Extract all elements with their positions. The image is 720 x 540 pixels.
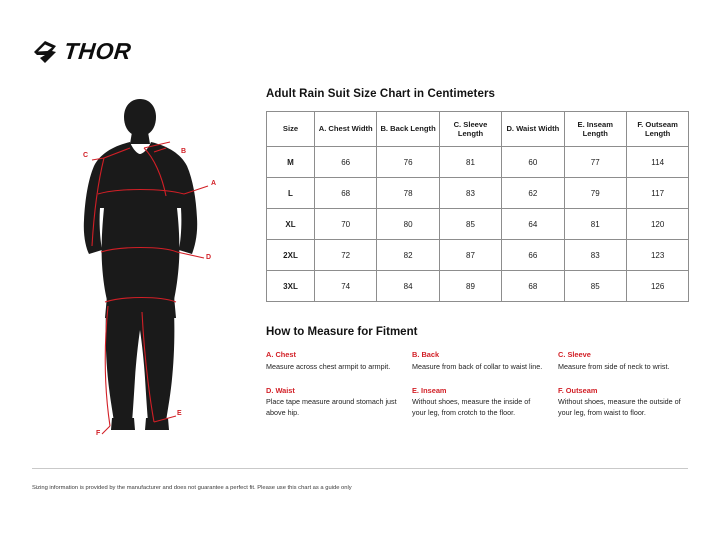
cell-size: L	[267, 178, 315, 209]
how-to-measure-grid	[266, 350, 690, 418]
cell-size: 2XL	[267, 240, 315, 271]
thor-helmet-icon	[32, 39, 58, 65]
cell-chest-width: 74	[315, 271, 377, 302]
figure-callout-E: E	[177, 410, 182, 417]
table-row	[267, 209, 689, 240]
footer-divider	[32, 468, 688, 469]
measure-description: Measure across chest armpit to armpit.	[266, 361, 391, 371]
column-header-back-length: B. Back Length	[377, 112, 439, 147]
how-to-measure-title: How to Measure for Fitment	[266, 326, 418, 338]
cell-outseam-length: 114	[626, 147, 688, 178]
column-header-sleeve-length: C. Sleeve Length	[439, 112, 501, 147]
figure-callout-A: A	[211, 180, 217, 187]
cell-chest-width: 72	[315, 240, 377, 271]
cell-inseam-length: 77	[564, 147, 626, 178]
brand-logo	[32, 38, 131, 65]
content-column	[266, 88, 690, 418]
table-row	[267, 271, 689, 302]
cell-chest-width: 66	[315, 147, 377, 178]
cell-waist-width: 66	[502, 240, 564, 271]
figure-callout-D: D	[206, 254, 212, 261]
table-row	[267, 178, 689, 209]
cell-size: XL	[267, 209, 315, 240]
cell-back-length: 78	[377, 178, 439, 209]
cell-sleeve-length: 81	[439, 147, 501, 178]
table-row	[267, 147, 689, 178]
cell-waist-width: 68	[502, 271, 564, 302]
cell-back-length: 80	[377, 209, 439, 240]
table-row	[267, 240, 689, 271]
cell-sleeve-length: 85	[439, 209, 501, 240]
cell-sleeve-length: 83	[439, 178, 501, 209]
cell-sleeve-length: 89	[439, 271, 501, 302]
measure-label: A. Chest	[266, 350, 296, 359]
measure-label: F. Outseam	[558, 385, 598, 395]
cell-size: 3XL	[267, 271, 315, 302]
figure-callout-F: F	[96, 430, 101, 437]
column-header-inseam-length: E. Inseam Length	[564, 112, 626, 147]
measure-description: Place tape measure around stomach just above hip.	[266, 397, 397, 417]
table-header-row	[267, 112, 689, 147]
measure-description: Without shoes, measure the outside of your leg, from waist to floor.	[558, 397, 681, 417]
cell-size: M	[267, 147, 315, 178]
cell-inseam-length: 85	[564, 271, 626, 302]
figure-callout-C: C	[83, 152, 89, 159]
column-header-size: Size	[267, 112, 315, 147]
measure-description: Without shoes, measure the inside of your leg, from crotch to the floor.	[412, 397, 531, 417]
measure-item-back	[412, 350, 544, 372]
measure-label: C. Sleeve	[558, 350, 591, 359]
measure-label: D. Waist	[266, 385, 295, 395]
figure-callout-B: B	[181, 148, 187, 155]
cell-inseam-length: 81	[564, 209, 626, 240]
cell-back-length: 84	[377, 271, 439, 302]
column-header-outseam-length: F. Outseam Length	[626, 112, 688, 147]
cell-waist-width: 62	[502, 178, 564, 209]
cell-outseam-length: 126	[626, 271, 688, 302]
cell-sleeve-length: 87	[439, 240, 501, 271]
column-header-waist-width: D. Waist Width	[502, 112, 564, 147]
cell-inseam-length: 79	[564, 178, 626, 209]
footer-disclaimer: Sizing information is provided by the manufacturer and does not guarantee a perfect fit. Please use this chart as a guide only	[32, 485, 352, 491]
measure-item-inseam	[412, 386, 544, 418]
measure-item-waist	[266, 386, 398, 418]
measure-description: Measure from back of collar to waist line.	[412, 361, 543, 371]
measure-item-sleeve	[558, 350, 690, 372]
column-header-chest-width: A. Chest Width	[315, 112, 377, 147]
cell-chest-width: 70	[315, 209, 377, 240]
size-chart-table	[266, 111, 689, 302]
size-chart-title: Adult Rain Suit Size Chart in Centimeters	[266, 88, 496, 100]
cell-chest-width: 68	[315, 178, 377, 209]
cell-outseam-length: 123	[626, 240, 688, 271]
measure-label: E. Inseam	[412, 385, 447, 395]
measure-item-chest	[266, 350, 398, 372]
cell-back-length: 76	[377, 147, 439, 178]
cell-outseam-length: 120	[626, 209, 688, 240]
cell-outseam-length: 117	[626, 178, 688, 209]
measurement-figure	[58, 96, 248, 436]
measure-label: B. Back	[412, 350, 440, 359]
cell-waist-width: 60	[502, 147, 564, 178]
cell-back-length: 82	[377, 240, 439, 271]
measure-description: Measure from side of neck to wrist.	[558, 361, 670, 371]
cell-inseam-length: 83	[564, 240, 626, 271]
cell-waist-width: 64	[502, 209, 564, 240]
measure-item-outseam	[558, 386, 690, 418]
brand-name: THOR	[62, 38, 133, 64]
